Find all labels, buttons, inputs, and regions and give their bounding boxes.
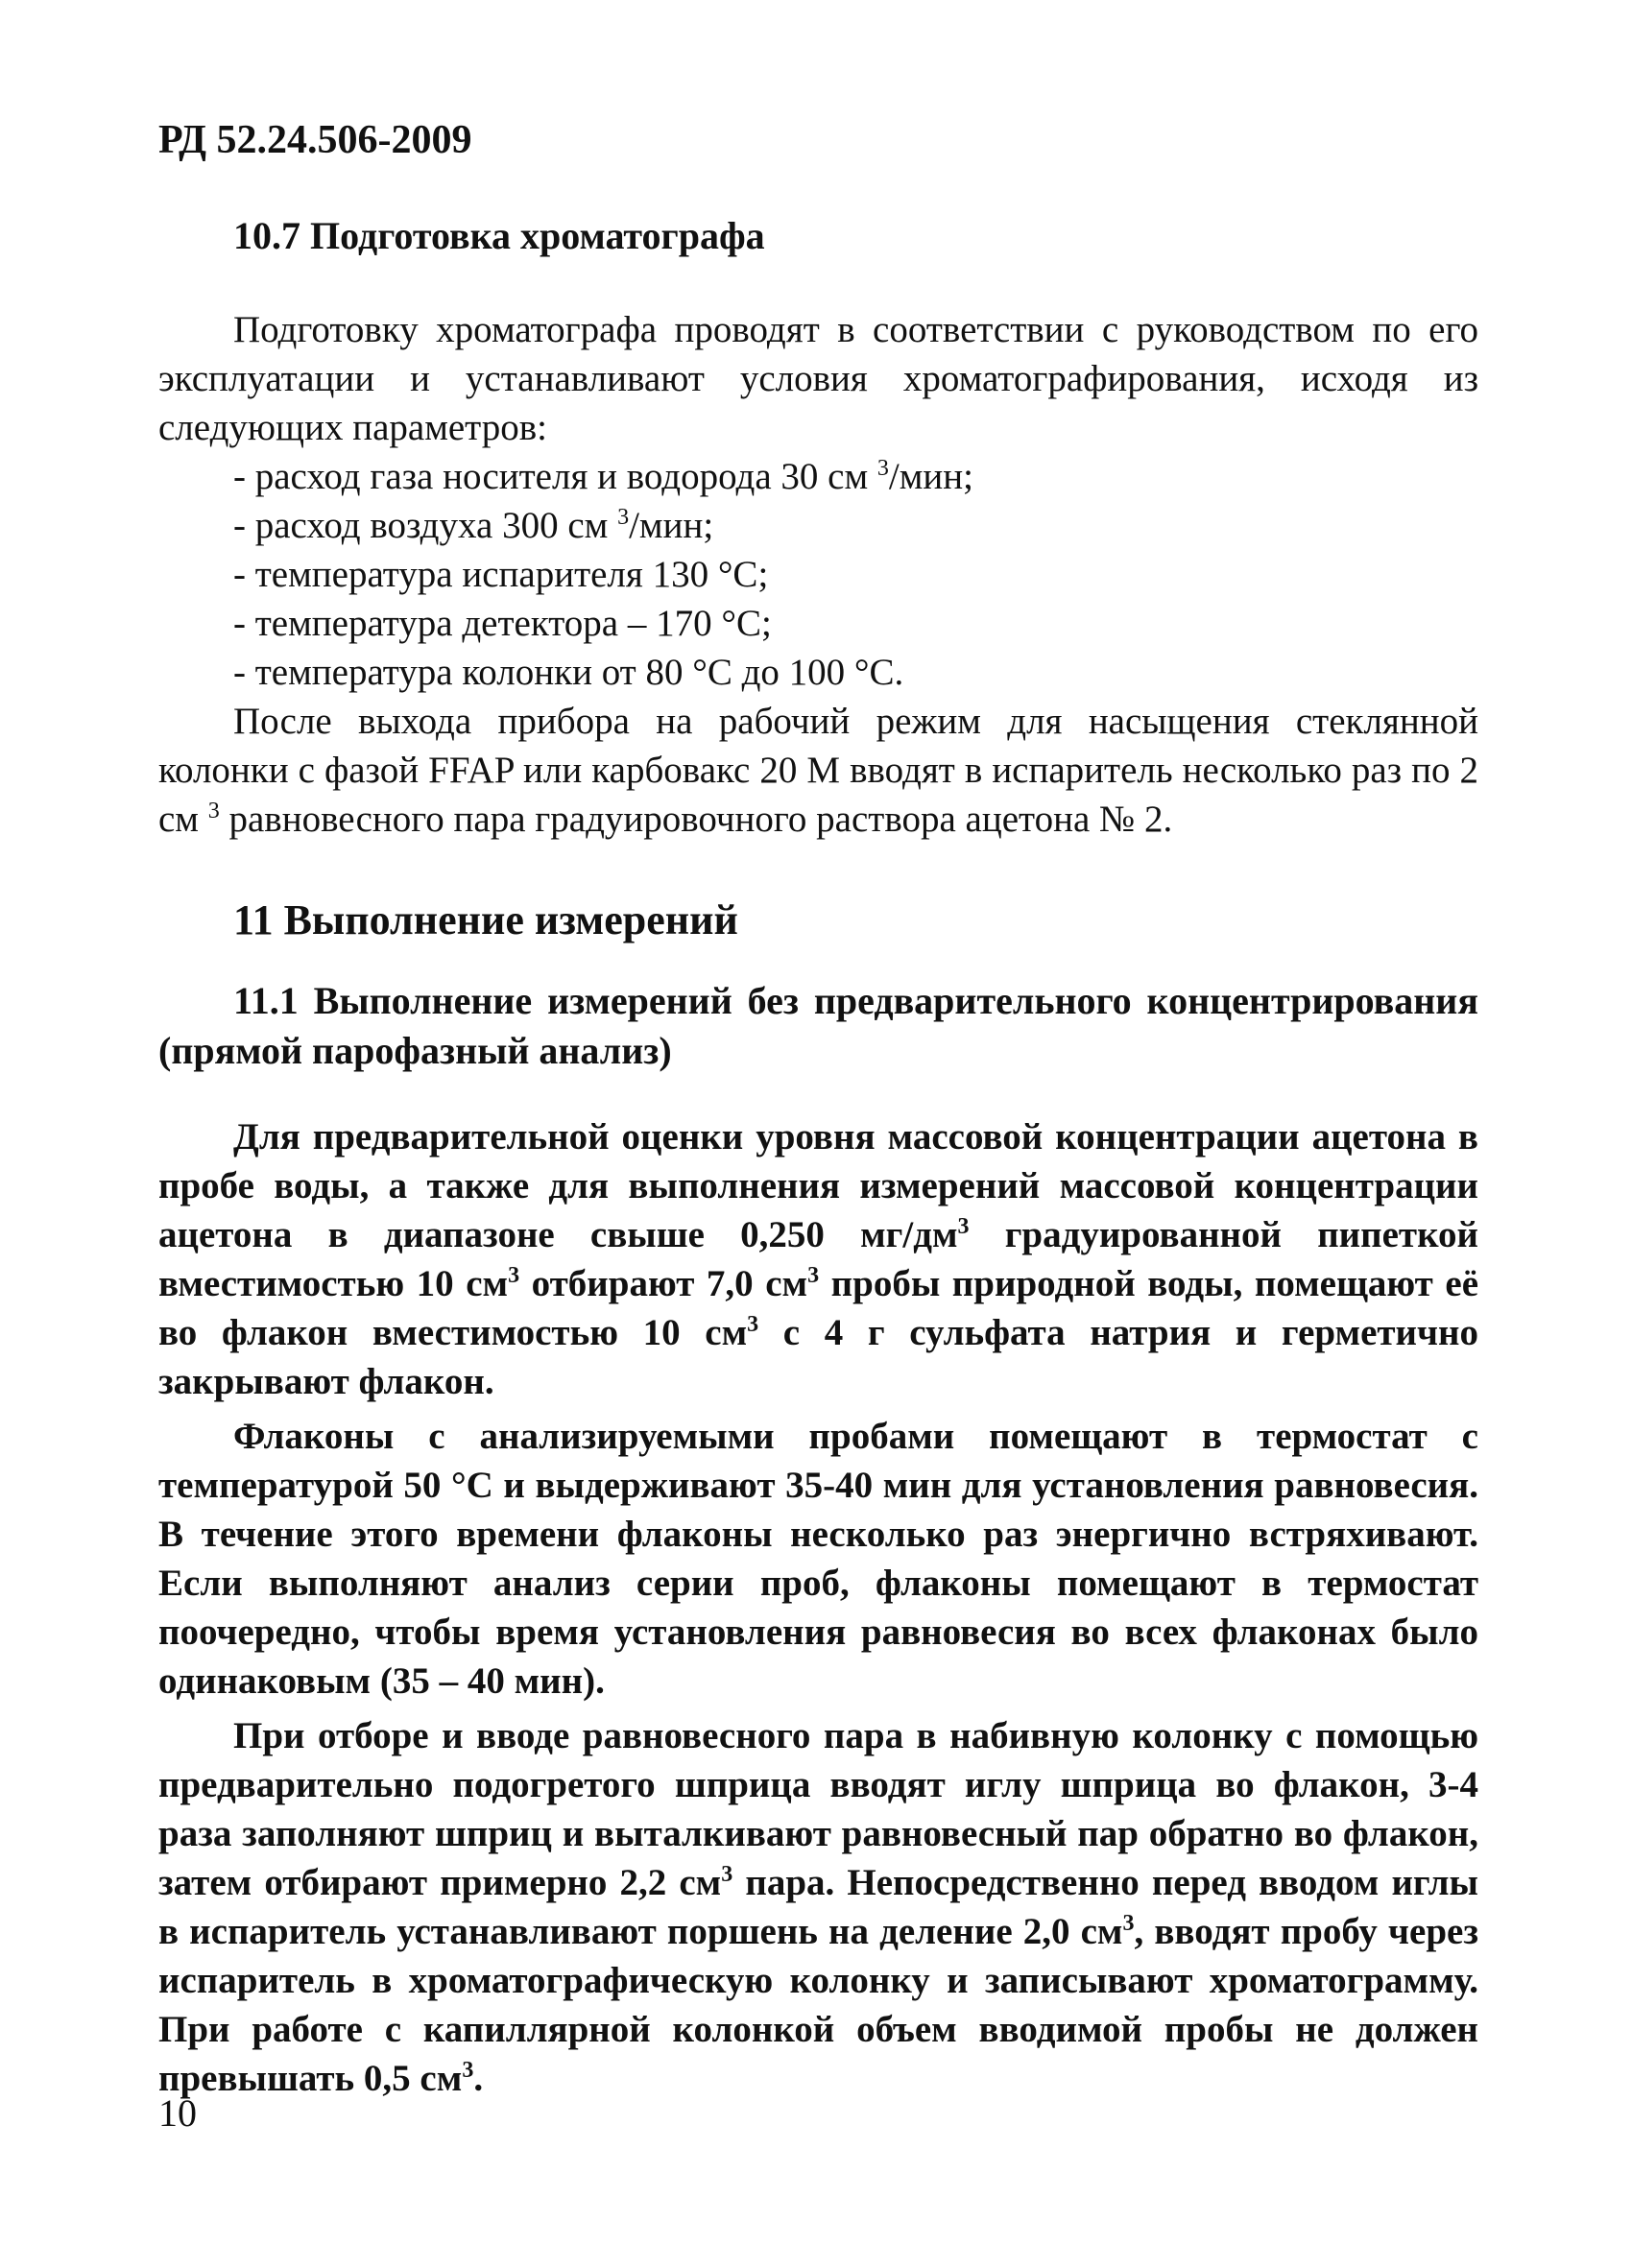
section-11-1-paragraph-1 xyxy=(158,1112,1478,1406)
superscript: 3 xyxy=(957,1214,970,1239)
text-run: с 4 г сульфата натрия и герметично закрывают флакон. xyxy=(158,1312,1478,1402)
superscript: 3 xyxy=(876,456,889,481)
document-code: РД 52.24.506-2009 xyxy=(158,118,472,162)
text-run: . xyxy=(473,2058,484,2099)
section-11-1-paragraph-3 xyxy=(158,1711,1478,2103)
parameter-text: - температура детектора – 170 °С; xyxy=(233,603,772,644)
text-run: отбирают 7,0 см xyxy=(519,1263,808,1304)
superscript: 3 xyxy=(462,2058,474,2083)
section-11-1-heading: 11.1 Выполнение измерений без предварительного концентрирования (прямой парофазный анализ) xyxy=(158,979,1478,1072)
parameter-text: - расход газа носителя и водорода 30 см xyxy=(233,456,877,497)
parameter-item xyxy=(233,452,1478,501)
section-10-7-intro: Подготовку хроматографа проводят в соответствии с руководством по его эксплуатации и устанавливают условия хроматографирования, исходя из следующих параметров: xyxy=(158,309,1478,448)
section-10-7-after-paragraph xyxy=(158,697,1478,844)
text-run: При отборе и вводе равновесного пара в набивную колонку с помощью предварительно подогретого шприца вводят иглу шприца во флакон, 3-4 раза заполняют шприц и выталкивают равновесный пар обратно во флакон, затем отбирают примерно 2,2 см xyxy=(158,1715,1478,1903)
superscript: 3 xyxy=(721,1862,733,1887)
text-run: пара. Непосредственно перед вводом иглы в испаритель устанавливают поршень на деление 2,0 см xyxy=(158,1862,1478,1952)
page-number: 10 xyxy=(158,2091,197,2135)
chromatograph-parameters-list xyxy=(158,452,1478,697)
section-11-1-paragraph-2: Флаконы с анализируемыми пробами помещают в термостат с температурой 50 °С и выдерживают 35-40 мин для установления равновесия. В течение этого времени флаконы несколько раз энергично встряхивают. Если выполняют анализ серии проб, флаконы помещают в термостат поочередно, чтобы время установления равновесия во всех флаконах было одинаковым (35 – 40 мин). xyxy=(158,1416,1478,1702)
parameter-item xyxy=(233,550,1478,599)
parameter-text: - температура колонки от 80 °С до 100 °С. xyxy=(233,652,904,693)
text-run: Для предварительной оценки уровня массовой концентрации ацетона в пробе воды, а также для выполнения измерений массовой концентрации ацетона в диапазоне свыше 0,250 мг/дм xyxy=(158,1116,1478,1255)
parameter-text: - расход воздуха 300 см xyxy=(233,505,618,546)
text-run: , вводят пробу через испаритель в хроматографическую колонку и записывают хроматограмму. При работе с капиллярной колонкой объем вводимой пробы не должен превышать 0,5 см xyxy=(158,1911,1478,2099)
superscript: 3 xyxy=(617,505,630,530)
parameter-item xyxy=(233,599,1478,648)
text-run: После выхода прибора на рабочий режим для насыщения стеклянной колонки с фазой FFAP или карбовакс 20 М вводят в испаритель несколько раз по 2 см xyxy=(158,701,1478,840)
superscript: 3 xyxy=(207,799,220,824)
superscript: 3 xyxy=(508,1263,520,1288)
parameter-text: - температура испарителя 130 °С; xyxy=(233,554,769,595)
text-run: градуированной пипеткой вместимостью 10 см xyxy=(158,1214,1478,1304)
text-run: равновесного пара градуировочного раствора ацетона № 2. xyxy=(219,799,1173,840)
parameter-unit: /мин; xyxy=(629,505,714,546)
parameter-item xyxy=(233,648,1478,697)
text-run: пробы природной воды, помещают её во флакон вместимостью 10 см xyxy=(158,1263,1478,1353)
section-10-7-heading: 10.7 Подготовка хроматографа xyxy=(233,214,765,257)
superscript: 3 xyxy=(807,1263,820,1288)
parameter-item xyxy=(233,501,1478,550)
section-11-heading: 11 Выполнение измерений xyxy=(233,896,738,943)
superscript: 3 xyxy=(1122,1911,1135,1936)
page-content xyxy=(158,211,1478,2103)
parameter-unit: /мин; xyxy=(888,456,973,497)
superscript: 3 xyxy=(747,1312,759,1337)
